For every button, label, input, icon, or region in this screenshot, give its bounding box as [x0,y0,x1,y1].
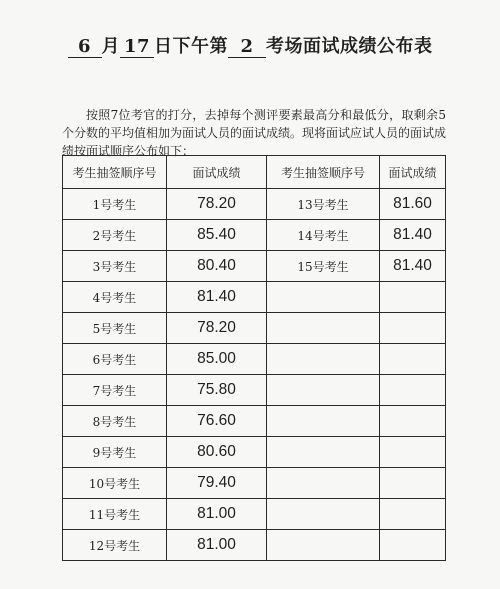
intro-paragraph: 按照7位考官的打分，去掉每个测评要素最高分和最低分，取剩余5个分数的平均值相加为面试人员的面试成绩。现将面试应试人员的面试成绩按面试顺序公布如下： [62,108,447,158]
cell-candidate-right [267,468,380,499]
cell-score-right [380,406,446,437]
cell-candidate-left: 11号考生 [63,499,167,530]
cell-score-left: 85.00 [167,344,267,375]
cell-score-right [380,344,446,375]
title-month-unit: 月 [101,36,120,57]
cell-score-left: 75.80 [167,375,267,406]
cell-score-left: 80.40 [167,251,267,282]
cell-candidate-right: 15号考生 [267,251,380,282]
cell-score-left: 79.40 [167,468,267,499]
cell-candidate-left: 2号考生 [63,220,167,251]
cell-score-left: 80.60 [167,437,267,468]
cell-candidate-left: 5号考生 [63,313,167,344]
cell-score-right [380,282,446,313]
table-header-row [63,156,446,189]
cell-score-right: 81.40 [380,251,446,282]
cell-candidate-right [267,406,380,437]
cell-score-left: 76.60 [167,406,267,437]
title-month: 6 [68,37,102,58]
header-score-right: 面试成绩 [380,156,446,189]
cell-score-right [380,313,446,344]
cell-candidate-right: 13号考生 [267,189,380,220]
cell-candidate-right: 14号考生 [267,220,380,251]
cell-score-right: 81.60 [380,189,446,220]
header-candidate-left: 考生抽签顺序号 [63,156,167,189]
table-row [63,468,446,499]
table-row [63,313,446,344]
header-score-left: 面试成绩 [167,156,267,189]
page-title [0,32,500,58]
cell-score-left: 81.00 [167,530,267,561]
table-row [63,189,446,220]
cell-candidate-left: 12号考生 [63,530,167,561]
title-suffix: 考场面试成绩公布表 [266,36,433,57]
cell-score-left: 78.20 [167,313,267,344]
cell-candidate-right [267,375,380,406]
table-row [63,437,446,468]
title-day: 17 [120,37,154,58]
cell-candidate-left: 8号考生 [63,406,167,437]
table-row [63,375,446,406]
cell-candidate-left: 10号考生 [63,468,167,499]
table-row [63,282,446,313]
table-row [63,220,446,251]
cell-score-right: 81.40 [380,220,446,251]
cell-candidate-left: 1号考生 [63,189,167,220]
table-body [63,189,446,561]
table-row [63,499,446,530]
cell-score-left: 85.40 [167,220,267,251]
cell-candidate-right [267,344,380,375]
cell-score-right [380,468,446,499]
cell-candidate-right [267,499,380,530]
cell-score-right [380,499,446,530]
cell-candidate-right [267,313,380,344]
cell-score-left: 78.20 [167,189,267,220]
cell-score-left: 81.40 [167,282,267,313]
cell-candidate-right [267,282,380,313]
title-room: 2 [228,37,266,58]
cell-candidate-right [267,530,380,561]
cell-candidate-right [267,437,380,468]
cell-candidate-left: 9号考生 [63,437,167,468]
cell-candidate-left: 7号考生 [63,375,167,406]
cell-candidate-left: 4号考生 [63,282,167,313]
title-day-unit: 日 [154,36,173,57]
scores-table [62,155,446,561]
cell-candidate-left: 3号考生 [63,251,167,282]
cell-score-right [380,375,446,406]
cell-score-right [380,530,446,561]
header-candidate-right: 考生抽签顺序号 [267,156,380,189]
cell-candidate-left: 6号考生 [63,344,167,375]
title-period: 下午第 [172,36,228,57]
cell-score-right [380,437,446,468]
table-row [63,344,446,375]
table-row [63,530,446,561]
table-row [63,406,446,437]
table-row [63,251,446,282]
cell-score-left: 81.00 [167,499,267,530]
